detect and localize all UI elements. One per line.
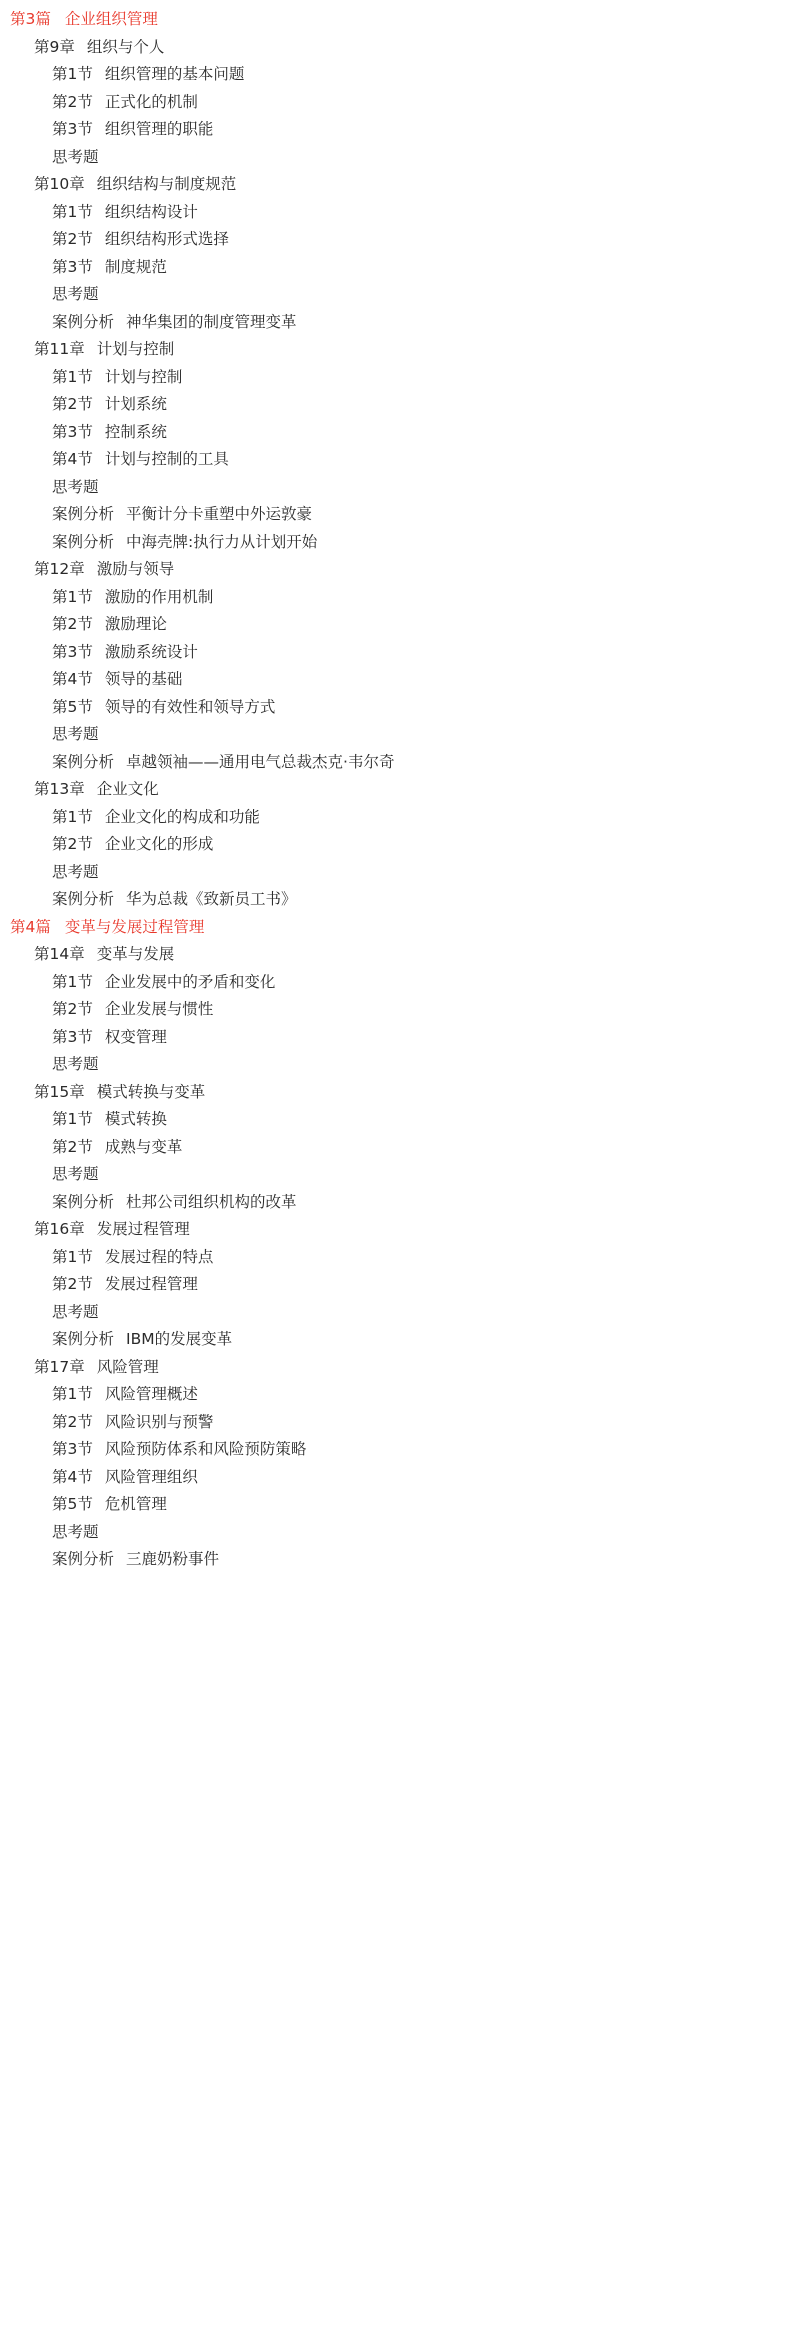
toc-entry-label: 第4节 [52, 1467, 93, 1486]
toc-entry-section[interactable] [0, 1491, 790, 1519]
toc-entry-title: 企业文化 [96, 780, 159, 798]
toc-entry-label: 第1节 [52, 65, 93, 83]
toc-entry-label: 第12章 [34, 560, 85, 578]
toc-entry-section[interactable] [0, 1381, 790, 1409]
toc-entry-title: 变革与发展 [96, 945, 175, 963]
toc-entry-title: 思考题 [52, 725, 99, 743]
toc-entry-label: 第2节 [52, 92, 93, 111]
toc-entry-label: 第16章 [34, 1220, 85, 1238]
toc-entry-section[interactable] [0, 694, 790, 722]
toc-entry-label: 案例分析 [52, 1550, 115, 1568]
toc-entry-chapter[interactable] [0, 34, 790, 62]
toc-entry-label: 第1节 [52, 972, 93, 991]
toc-entry-section[interactable] [0, 611, 790, 639]
toc-entry-case[interactable] [0, 501, 790, 529]
toc-entry-title: 权变管理 [104, 1027, 167, 1046]
toc-entry-label: 第2节 [52, 615, 93, 633]
toc-entry-part[interactable] [0, 6, 790, 34]
toc-entry-case[interactable] [0, 309, 790, 337]
toc-entry-title: 组织管理的职能 [104, 120, 214, 138]
toc-entry-label: 第4篇 [10, 917, 51, 936]
toc-entry-label: 第1节 [52, 202, 93, 221]
toc-entry-title: 领导的基础 [104, 670, 183, 688]
toc-entry-title: 思考题 [52, 1165, 99, 1183]
toc-entry-label: 案例分析 [52, 890, 115, 908]
toc-entry-label: 案例分析 [52, 1192, 115, 1211]
toc-entry-section[interactable] [0, 666, 790, 694]
toc-entry-title: 企业文化的构成和功能 [104, 807, 260, 826]
toc-entry-title: 风险管理组织 [104, 1467, 198, 1486]
toc-entry-title: 风险管理 [96, 1357, 159, 1376]
toc-entry-label: 案例分析 [52, 1330, 115, 1348]
toc-entry-title: 计划与控制 [104, 367, 183, 386]
toc-entry-title: 发展过程的特点 [104, 1247, 214, 1266]
toc-entry-title: 风险识别与预警 [104, 1412, 214, 1431]
toc-entry-label: 第2节 [52, 835, 93, 853]
toc-entry-section[interactable] [0, 391, 790, 419]
toc-entry-title: 领导的有效性和领导方式 [104, 697, 276, 716]
toc-entry-title: 企业文化的形成 [104, 835, 214, 853]
toc-entry-case[interactable] [0, 1189, 790, 1217]
toc-entry-title: 控制系统 [104, 422, 167, 441]
toc-entry-label: 案例分析 [52, 505, 115, 523]
toc-entry-chapter[interactable] [0, 1354, 790, 1382]
toc-entry-label: 案例分析 [52, 532, 115, 551]
toc-entry-section[interactable] [0, 1024, 790, 1052]
toc-entry-plain[interactable] [0, 1299, 790, 1327]
toc-entry-title: 中海壳牌:执行力从计划开始 [126, 532, 318, 551]
toc-entry-title: 企业组织管理 [64, 10, 158, 28]
toc-entry-plain[interactable] [0, 144, 790, 172]
toc-entry-title: 企业发展中的矛盾和变化 [104, 972, 276, 991]
toc-entry-label: 第5节 [52, 697, 93, 716]
toc-entry-label: 第13章 [34, 780, 85, 798]
toc-entry-label: 案例分析 [52, 312, 115, 331]
toc-entry-title: 发展过程管理 [96, 1220, 190, 1238]
toc-entry-title: 组织结构形式选择 [104, 230, 229, 248]
toc-entry-title: 计划与控制 [96, 340, 175, 358]
toc-entry-label: 第1节 [52, 587, 93, 606]
toc-entry-title: 思考题 [52, 862, 99, 881]
toc-entry-label: 第2节 [52, 395, 93, 413]
toc-entry-section[interactable] [0, 1106, 790, 1134]
toc-entry-chapter[interactable] [0, 336, 790, 364]
toc-entry-title: 计划系统 [104, 395, 167, 413]
toc-entry-label: 第1节 [52, 1385, 93, 1403]
toc-entry-plain[interactable] [0, 281, 790, 309]
toc-entry-title: 思考题 [52, 147, 99, 166]
toc-entry-label: 案例分析 [52, 752, 115, 771]
toc-entry-plain[interactable] [0, 1051, 790, 1079]
toc-entry-label: 第1节 [52, 367, 93, 386]
toc-entry-title: 正式化的机制 [104, 92, 198, 111]
toc-entry-section[interactable] [0, 1271, 790, 1299]
toc-entry-title: 企业发展与惯性 [104, 1000, 214, 1018]
toc-entry-label: 第9章 [34, 37, 75, 56]
toc-entry-case[interactable] [0, 529, 790, 557]
toc-entry-title: 组织结构设计 [104, 202, 198, 221]
toc-entry-section[interactable] [0, 1134, 790, 1162]
toc-entry-section[interactable] [0, 831, 790, 859]
toc-entry-title: 模式转换 [104, 1110, 167, 1128]
toc-entry-label: 第1节 [52, 1110, 93, 1128]
toc-entry-title: 激励系统设计 [104, 642, 198, 661]
toc-entry-title: 变革与发展过程管理 [64, 917, 205, 936]
toc-entry-label: 第4节 [52, 670, 93, 688]
toc-entry-label: 第3节 [52, 1027, 93, 1046]
toc-entry-title: 组织管理的基本问题 [104, 65, 245, 83]
toc-entry-label: 第2节 [52, 1275, 93, 1293]
toc-entry-plain[interactable] [0, 1161, 790, 1189]
toc-entry-title: 风险管理概述 [104, 1385, 198, 1403]
toc-entry-label: 第2节 [52, 1137, 93, 1156]
toc-entry-title: 三鹿奶粉事件 [126, 1550, 220, 1568]
toc-entry-label: 第10章 [34, 175, 85, 193]
toc-entry-label: 第2节 [52, 1000, 93, 1018]
toc-entry-plain[interactable] [0, 1519, 790, 1547]
toc-entry-section[interactable] [0, 996, 790, 1024]
toc-entry-part[interactable] [0, 914, 790, 942]
toc-entry-case[interactable] [0, 749, 790, 777]
toc-entry-label: 第3节 [52, 257, 93, 276]
toc-entry-label: 第1节 [52, 807, 93, 826]
toc-entry-title: IBM的发展变革 [126, 1330, 233, 1348]
toc-entry-case[interactable] [0, 1326, 790, 1354]
toc-entry-section[interactable] [0, 419, 790, 447]
toc-entry-chapter[interactable] [0, 1216, 790, 1244]
toc-entry-title: 制度规范 [104, 257, 167, 276]
toc-entry-section[interactable] [0, 61, 790, 89]
toc-entry-title: 发展过程管理 [104, 1275, 198, 1293]
toc-entry-case[interactable] [0, 886, 790, 914]
toc-entry-title: 风险预防体系和风险预防策略 [104, 1440, 307, 1458]
toc-entry-plain[interactable] [0, 859, 790, 887]
toc-entry-label: 第3节 [52, 642, 93, 661]
toc-entry-title: 模式转换与变革 [96, 1082, 206, 1101]
toc-entry-section[interactable] [0, 969, 790, 997]
toc-entry-section[interactable] [0, 226, 790, 254]
toc-entry-title: 激励的作用机制 [104, 587, 214, 606]
toc-entry-chapter[interactable] [0, 556, 790, 584]
toc-entry-chapter[interactable] [0, 1079, 790, 1107]
toc-entry-chapter[interactable] [0, 776, 790, 804]
toc-entry-title: 思考题 [52, 477, 99, 496]
toc-entry-title: 成熟与变革 [104, 1137, 183, 1156]
toc-entry-label: 第15章 [34, 1082, 85, 1101]
toc-entry-section[interactable] [0, 584, 790, 612]
toc-entry-title: 神华集团的制度管理变革 [126, 312, 297, 331]
toc-entry-label: 第3节 [52, 120, 93, 138]
toc-entry-chapter[interactable] [0, 171, 790, 199]
toc-entry-title: 激励理论 [104, 615, 167, 633]
toc-entry-label: 第17章 [34, 1357, 85, 1376]
toc-entry-title: 卓越领袖——通用电气总裁杰克·韦尔奇 [126, 752, 395, 771]
toc-entry-section[interactable] [0, 639, 790, 667]
toc-entry-title: 杜邦公司组织机构的改革 [126, 1192, 297, 1211]
toc-entry-section[interactable] [0, 89, 790, 117]
toc-entry-section[interactable] [0, 804, 790, 832]
toc-entry-label: 第14章 [34, 945, 85, 963]
toc-entry-section[interactable] [0, 199, 790, 227]
toc-entry-section[interactable] [0, 1244, 790, 1272]
toc-entry-section[interactable] [0, 364, 790, 392]
toc-entry-section[interactable] [0, 1464, 790, 1492]
toc-entry-title: 思考题 [52, 285, 99, 303]
toc-entry-label: 第4节 [52, 450, 93, 468]
toc-entry-plain[interactable] [0, 721, 790, 749]
toc-entry-title: 组织结构与制度规范 [96, 175, 237, 193]
toc-entry-case[interactable] [0, 1546, 790, 1574]
toc-entry-title: 思考题 [52, 1522, 99, 1541]
toc-entry-chapter[interactable] [0, 941, 790, 969]
toc-entry-label: 第3节 [52, 1440, 93, 1458]
toc-entry-label: 第3节 [52, 422, 93, 441]
toc-entry-plain[interactable] [0, 474, 790, 502]
toc-entry-section[interactable] [0, 254, 790, 282]
toc-entry-section[interactable] [0, 1436, 790, 1464]
toc-entry-title: 平衡计分卡重塑中外运敦豪 [126, 505, 313, 523]
toc-entry-label: 第2节 [52, 1412, 93, 1431]
toc-entry-label: 第2节 [52, 230, 93, 248]
toc-entry-title: 危机管理 [104, 1495, 167, 1513]
toc-entry-section[interactable] [0, 116, 790, 144]
toc-entry-label: 第5节 [52, 1495, 93, 1513]
toc-entry-section[interactable] [0, 1409, 790, 1437]
toc-entry-title: 组织与个人 [86, 37, 165, 56]
toc-entry-label: 第3篇 [10, 10, 51, 28]
toc-entry-title: 计划与控制的工具 [104, 450, 229, 468]
toc-entry-label: 第11章 [34, 340, 85, 358]
toc-entry-title: 思考题 [52, 1055, 99, 1073]
toc-entry-section[interactable] [0, 446, 790, 474]
toc-entry-title: 华为总裁《致新员工书》 [126, 890, 297, 908]
toc-entry-label: 第1节 [52, 1247, 93, 1266]
toc-entry-title: 激励与领导 [96, 560, 175, 578]
toc-entry-title: 思考题 [52, 1302, 99, 1321]
